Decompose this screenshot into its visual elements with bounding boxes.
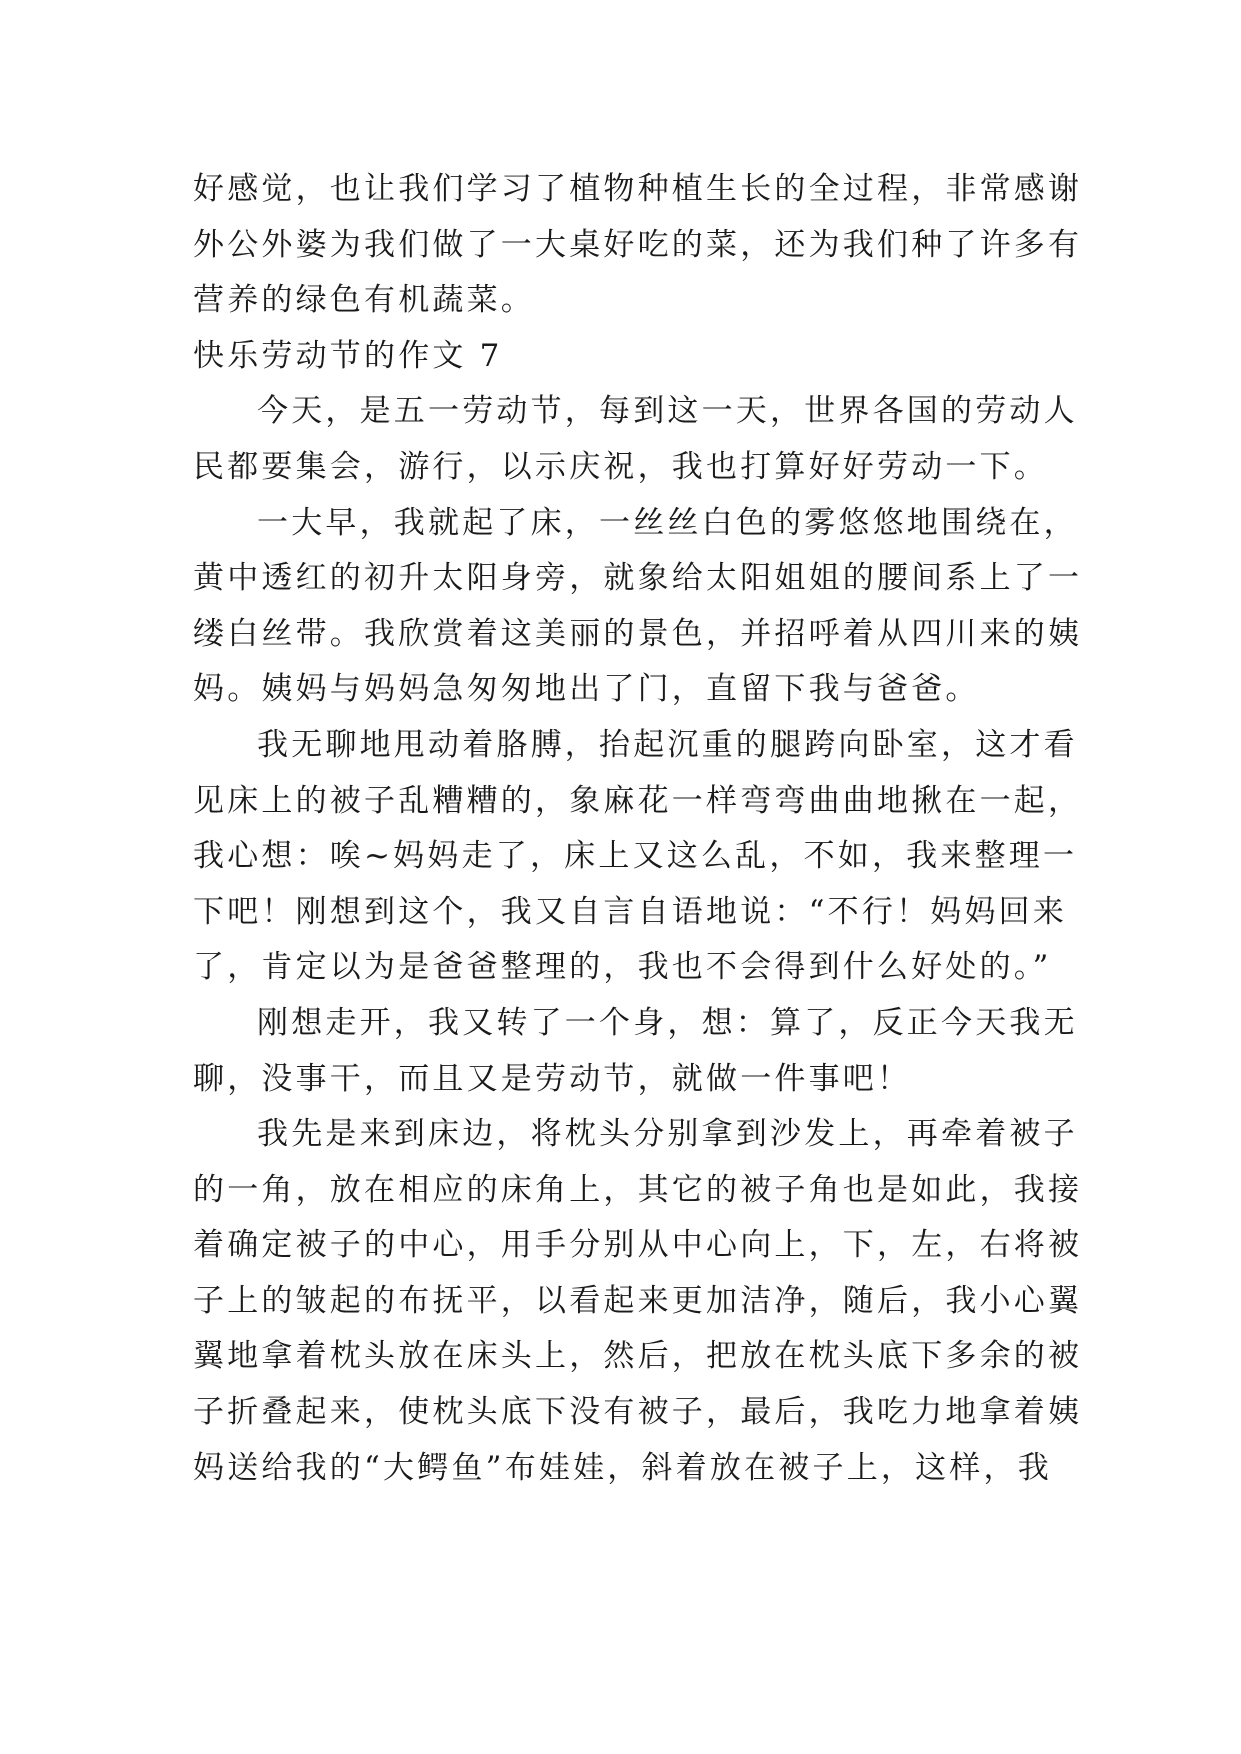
text-line: 聊，没事干，而且又是劳动节，就做一件事吧！ bbox=[193, 1060, 912, 1097]
text-line: 子上的皱起的布抚平，以看起来更加洁净，随后，我小心翼 bbox=[193, 1282, 1083, 1319]
text-line: 营养的绿色有机蔬菜。 bbox=[193, 282, 535, 319]
text-line: 黄中透红的初升太阳身旁，就象给太阳姐姐的腰间系上了一 bbox=[193, 560, 1083, 597]
text-line: 外公外婆为我们做了一大桌好吃的菜，还为我们种了许多有 bbox=[193, 226, 1083, 263]
text-line: 子折叠起来，使枕头底下没有被子，最后，我吃力地拿着姨 bbox=[193, 1394, 1083, 1431]
text-line: 好感觉，也让我们学习了植物种植生长的全过程，非常感谢 bbox=[193, 171, 1083, 207]
text-line: 的一角，放在相应的床角上，其它的被子角也是如此，我接 bbox=[193, 1171, 1083, 1208]
text-line: 翼地拿着枕头放在床头上，然后，把放在枕头底下多余的被 bbox=[193, 1338, 1083, 1375]
document-page bbox=[193, 162, 1083, 1496]
paragraph-first-line: 我先是来到床边，将枕头分别拿到沙发上，再牵着被子 bbox=[257, 1116, 1078, 1153]
text-line: 下吧！刚想到这个，我又自言自语地说：“不行！妈妈回来 bbox=[193, 893, 1068, 930]
text-line: 缕白丝带。我欣赏着这美丽的景色，并招呼着从四川来的姨 bbox=[193, 615, 1083, 652]
paragraph-first-line: 我无聊地甩动着胳膊，抬起沉重的腿跨向卧室，这才看 bbox=[257, 726, 1078, 763]
paragraph-first-line: 一大早，我就起了床，一丝丝白色的雾悠悠地围绕在， bbox=[257, 504, 1078, 541]
text-line: 着确定被子的中心，用手分别从中心向上，下，左，右将被 bbox=[193, 1227, 1083, 1264]
text-line: 妈送给我的“大鳄鱼”布娃娃，斜着放在被子上，这样，我 bbox=[193, 1449, 1052, 1486]
text-line: 了，肯定以为是爸爸整理的，我也不会得到什么好处的。” bbox=[193, 949, 1052, 986]
text-line: 我心想：唉~妈妈走了，床上又这么乱，不如，我来整理一 bbox=[193, 838, 1078, 875]
section-title: 快乐劳动节的作文 7 bbox=[193, 337, 503, 374]
paragraph-first-line: 刚想走开，我又转了一个身，想：算了，反正今天我无 bbox=[257, 1004, 1078, 1041]
text-line: 民都要集会，游行，以示庆祝，我也打算好好劳动一下。 bbox=[193, 448, 1048, 485]
text-line: 见床上的被子乱糟糟的，象麻花一样弯弯曲曲地揪在一起， bbox=[193, 782, 1083, 819]
paragraph-first-line: 今天，是五一劳动节，每到这一天，世界各国的劳动人 bbox=[257, 393, 1078, 430]
text-line: 妈。姨妈与妈妈急匆匆地出了门，直留下我与爸爸。 bbox=[193, 671, 980, 708]
